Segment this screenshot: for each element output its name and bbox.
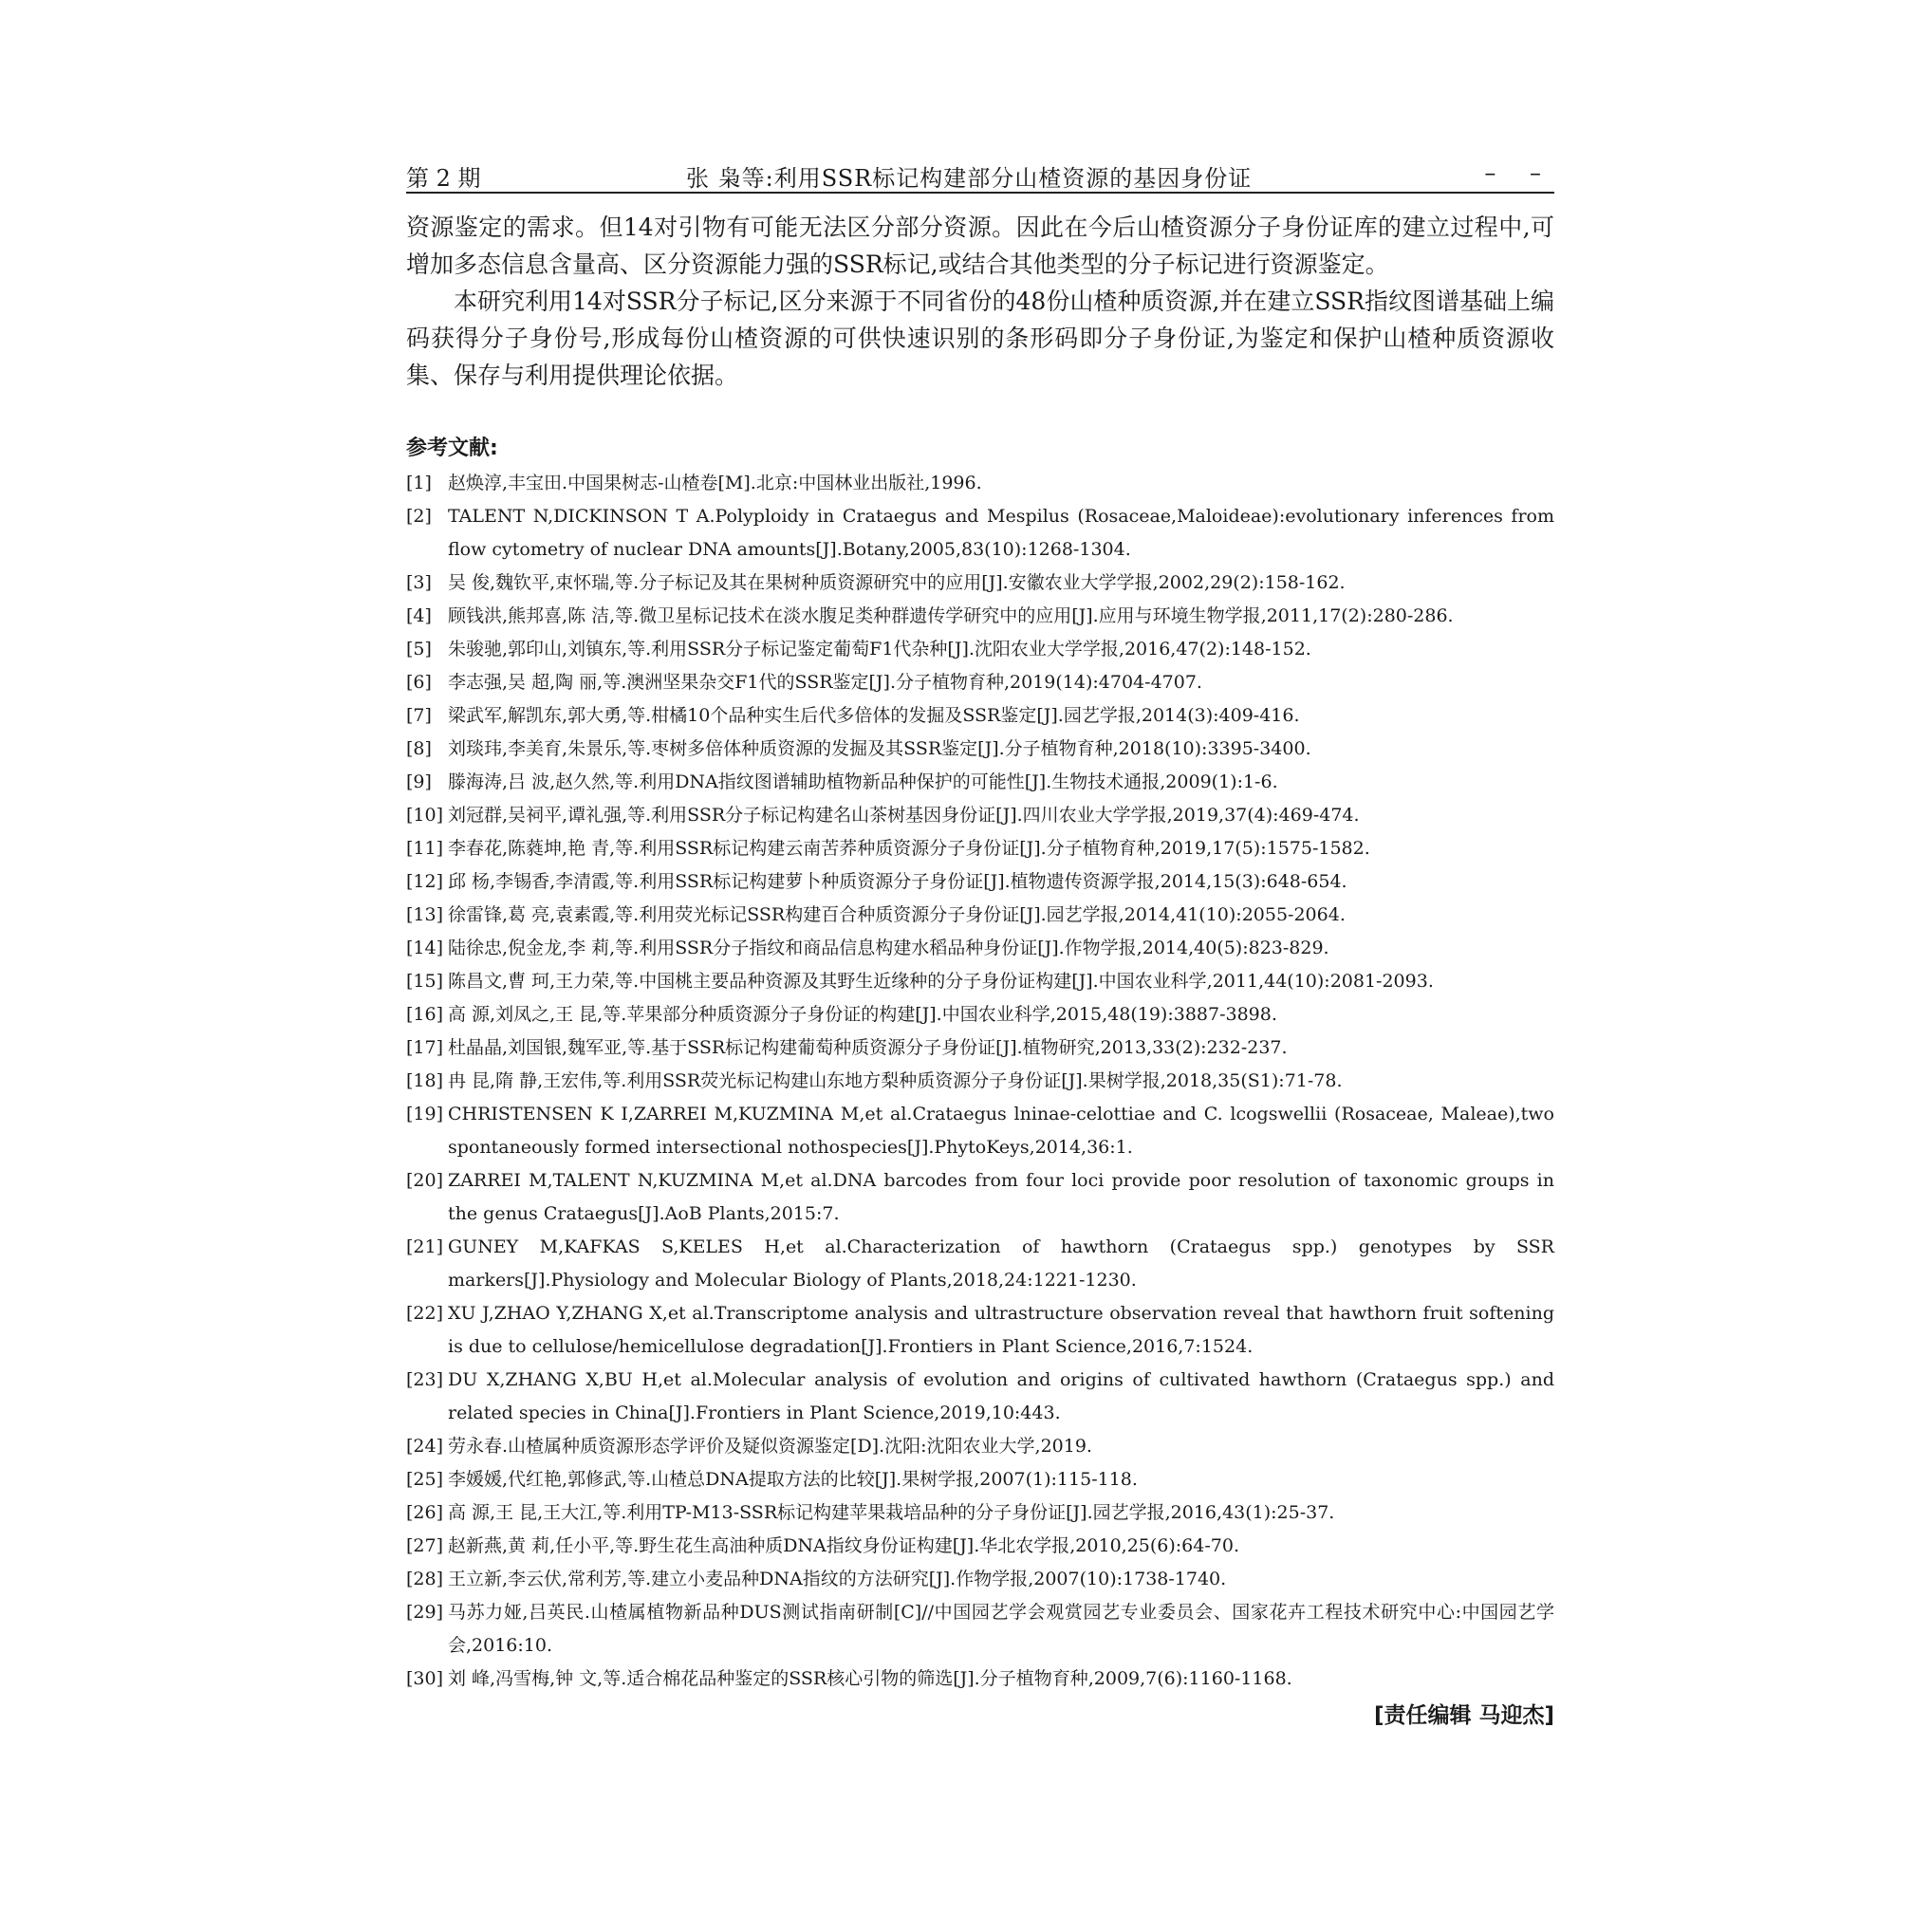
reference-item bbox=[406, 500, 1554, 567]
page-number: – – bbox=[1484, 159, 1554, 186]
reference-text: GUNEY M,KAFKAS S,KELES H,et al.Characterization of hawthorn (Crataegus spp.) genotypes by SSR markers[J].Physiology and Molecular Biology of Plants,2018,24:1221-1230. bbox=[448, 1236, 1554, 1291]
reference-number: [19] bbox=[406, 1104, 444, 1124]
reference-text: 赵焕淳,丰宝田.中国果树志-山楂卷[M].北京:中国林业出版社,1996. bbox=[448, 473, 982, 493]
reference-text: 陈昌文,曹 珂,王力荣,等.中国桃主要品种资源及其野生近缘种的分子身份证构建[J].中国农业科学,2011,44(10):2081-2093. bbox=[448, 971, 1434, 992]
reference-number: [17] bbox=[406, 1037, 444, 1058]
reference-text: 马苏力娅,吕英民.山楂属植物新品种DUS测试指南研制[C]//中国园艺学会观赏园艺专业委员会、国家花卉工程技术研究中心:中国园艺学会,2016:10. bbox=[448, 1602, 1554, 1656]
reference-item bbox=[406, 1031, 1554, 1065]
reference-item bbox=[406, 932, 1554, 965]
reference-item bbox=[406, 1563, 1554, 1596]
reference-number: [26] bbox=[406, 1502, 444, 1523]
body-text bbox=[406, 209, 1554, 394]
reference-text: CHRISTENSEN K I,ZARREI M,KUZMINA M,et al.Crataegus lninae-celottiae and C. lcogswellii (Rosaceae, Maleae),two spontaneously formed intersectional nothospecies[J].PhytoKeys,2014,36:1. bbox=[448, 1104, 1554, 1158]
reference-text: 邱 杨,李锡香,李清霞,等.利用SSR标记构建萝卜种质资源分子身份证[J].植物遗传资源学报,2014,15(3):648-654. bbox=[448, 871, 1347, 892]
reference-text: DU X,ZHANG X,BU H,et al.Molecular analysis of evolution and origins of cultivated hawthorn (Crataegus spp.) and related species in China[J].Frontiers in Plant Science,2019,10:443. bbox=[448, 1369, 1554, 1423]
reference-text: 刘琰玮,李美育,朱景乐,等.枣树多倍体种质资源的发掘及其SSR鉴定[J].分子植物育种,2018(10):3395-3400. bbox=[448, 738, 1311, 759]
reference-number: [7] bbox=[406, 705, 432, 726]
reference-item bbox=[406, 1430, 1554, 1463]
reference-number: [3] bbox=[406, 572, 432, 593]
reference-number: [11] bbox=[406, 838, 444, 859]
reference-item bbox=[406, 766, 1554, 799]
reference-text: 劳永春.山楂属种质资源形态学评价及疑似资源鉴定[D].沈阳:沈阳农业大学,2019. bbox=[448, 1436, 1092, 1457]
reference-number: [16] bbox=[406, 1004, 444, 1025]
reference-number: [9] bbox=[406, 771, 432, 792]
reference-item bbox=[406, 865, 1554, 899]
reference-text: 滕海涛,吕 波,赵久然,等.利用DNA指纹图谱辅助植物新品种保护的可能性[J].生物技术通报,2009(1):1-6. bbox=[448, 771, 1278, 792]
reference-number: [25] bbox=[406, 1469, 444, 1490]
reference-text: 李春花,陈蕤坤,艳 青,等.利用SSR标记构建云南苦荞种质资源分子身份证[J].分子植物育种,2019,17(5):1575-1582. bbox=[448, 838, 1370, 859]
reference-item bbox=[406, 1530, 1554, 1563]
reference-text: 朱骏驰,郭印山,刘镇东,等.利用SSR分子标记鉴定葡萄F1代杂种[J].沈阳农业大学学报,2016,47(2):148-152. bbox=[448, 639, 1311, 659]
reference-text: 李志强,吴 超,陶 丽,等.澳洲坚果杂交F1代的SSR鉴定[J].分子植物育种,2019(14):4704-4707. bbox=[448, 672, 1202, 693]
reference-text: 刘 峰,冯雪梅,钟 文,等.适合棉花品种鉴定的SSR核心引物的筛选[J].分子植物育种,2009,7(6):1160-1168. bbox=[448, 1668, 1292, 1689]
reference-number: [8] bbox=[406, 738, 432, 759]
reference-item bbox=[406, 832, 1554, 865]
reference-number: [14] bbox=[406, 938, 444, 958]
reference-number: [4] bbox=[406, 605, 432, 626]
reference-text: 杜晶晶,刘国银,魏军亚,等.基于SSR标记构建葡萄种质资源分子身份证[J].植物研究,2013,33(2):232-237. bbox=[448, 1037, 1288, 1058]
reference-number: [15] bbox=[406, 971, 444, 992]
reference-number: [13] bbox=[406, 904, 444, 925]
reference-number: [22] bbox=[406, 1303, 444, 1324]
reference-text: 顾钱洪,熊邦喜,陈 洁,等.微卫星标记技术在淡水腹足类种群遗传学研究中的应用[J].应用与环境生物学报,2011,17(2):280-286. bbox=[448, 605, 1454, 626]
reference-number: [6] bbox=[406, 672, 432, 693]
reference-text: 陆徐忠,倪金龙,李 莉,等.利用SSR分子指纹和商品信息构建水稻品种身份证[J].作物学报,2014,40(5):823-829. bbox=[448, 938, 1329, 958]
reference-list bbox=[406, 467, 1554, 1696]
reference-item bbox=[406, 733, 1554, 766]
reference-text: 李媛媛,代红艳,郭修武,等.山楂总DNA提取方法的比较[J].果树学报,2007(1):115-118. bbox=[448, 1469, 1138, 1490]
reference-number: [23] bbox=[406, 1369, 444, 1390]
reference-item bbox=[406, 633, 1554, 666]
reference-number: [1] bbox=[406, 473, 432, 493]
running-title: 张 枭等:利用SSR标记构建部分山楂资源的基因身份证 bbox=[686, 165, 1253, 192]
reference-item bbox=[406, 1663, 1554, 1696]
reference-item bbox=[406, 799, 1554, 832]
reference-text: 冉 昆,隋 静,王宏伟,等.利用SSR荧光标记构建山东地方梨种质资源分子身份证[J].果树学报,2018,35(S1):71-78. bbox=[448, 1070, 1343, 1091]
reference-item bbox=[406, 666, 1554, 699]
reference-item bbox=[406, 1364, 1554, 1430]
reference-text: 刘冠群,吴祠平,谭礼强,等.利用SSR分子标记构建名山茶树基因身份证[J].四川农业大学学报,2019,37(4):469-474. bbox=[448, 805, 1360, 826]
reference-text: 吴 俊,魏钦平,束怀瑞,等.分子标记及其在果树种质资源研究中的应用[J].安徽农业大学学报,2002,29(2):158-162. bbox=[448, 572, 1346, 593]
reference-text: 高 源,刘凤之,王 昆,等.苹果部分种质资源分子身份证的构建[J].中国农业科学,2015,48(19):3887-3898. bbox=[448, 1004, 1277, 1025]
reference-number: [5] bbox=[406, 639, 432, 659]
reference-item bbox=[406, 1297, 1554, 1364]
reference-number: [27] bbox=[406, 1535, 444, 1556]
reference-item bbox=[406, 1231, 1554, 1297]
reference-number: [2] bbox=[406, 506, 432, 527]
reference-number: [29] bbox=[406, 1602, 444, 1623]
issue-number: 第 2 期 bbox=[406, 165, 481, 192]
reference-item bbox=[406, 467, 1554, 500]
paragraph: 本研究利用14对SSR分子标记,区分来源于不同省份的48份山楂种质资源,并在建立SSR指纹图谱基础上编码获得分子身份号,形成每份山楂资源的可供快速识别的条形码即分子身份证,为鉴定和保护山楂种质资源收集、保存与利用提供理论依据。 bbox=[406, 288, 1554, 389]
reference-text: 徐雷锋,葛 亮,袁素霞,等.利用荧光标记SSR构建百合种质资源分子身份证[J].园艺学报,2014,41(10):2055-2064. bbox=[448, 904, 1346, 925]
reference-text: ZARREI M,TALENT N,KUZMINA M,et al.DNA barcodes from four loci provide poor resolution of taxonomic groups in the genus Crataegus[J].AoB Plants,2015:7. bbox=[448, 1170, 1554, 1224]
reference-text: 梁武军,解凯东,郭大勇,等.柑橘10个品种实生后代多倍体的发掘及SSR鉴定[J].园艺学报,2014(3):409-416. bbox=[448, 705, 1300, 726]
paragraph-continuation: 资源鉴定的需求。但14对引物有可能无法区分部分资源。因此在今后山楂资源分子身份证库的建立过程中,可增加多态信息含量高、区分资源能力强的SSR标记,或结合其他类型的分子标记进行资源鉴定。 bbox=[406, 214, 1554, 278]
reference-number: [28] bbox=[406, 1569, 444, 1589]
reference-item bbox=[406, 1496, 1554, 1530]
reference-text: 高 源,王 昆,王大江,等.利用TP-M13-SSR标记构建苹果栽培品种的分子身份证[J].园艺学报,2016,43(1):25-37. bbox=[448, 1502, 1335, 1523]
reference-text: 赵新燕,黄 莉,任小平,等.野生花生高油种质DNA指纹身份证构建[J].华北农学报,2010,25(6):64-70. bbox=[448, 1535, 1239, 1556]
reference-number: [21] bbox=[406, 1236, 444, 1257]
reference-text: TALENT N,DICKINSON T A.Polyploidy in Crataegus and Mespilus (Rosaceae,Maloideae):evolutionary inferences from flow cytometry of nuclear DNA amounts[J].Botany,2005,83(10):1268-1304. bbox=[448, 506, 1554, 560]
references-heading: 参考文献: bbox=[406, 437, 498, 460]
reference-item bbox=[406, 1164, 1554, 1231]
reference-number: [10] bbox=[406, 805, 444, 826]
reference-number: [18] bbox=[406, 1070, 444, 1091]
running-header bbox=[406, 159, 1554, 194]
reference-item bbox=[406, 998, 1554, 1031]
reference-number: [20] bbox=[406, 1170, 444, 1191]
reference-item bbox=[406, 567, 1554, 600]
reference-text: XU J,ZHAO Y,ZHANG X,et al.Transcriptome analysis and ultrastructure observation reveal that hawthorn fruit softening is due to cellulose/hemicellulose degradation[J].Frontiers in Plant Science,2016,7:1524. bbox=[448, 1303, 1554, 1357]
reference-item bbox=[406, 1463, 1554, 1496]
reference-item bbox=[406, 1098, 1554, 1164]
reference-item bbox=[406, 600, 1554, 633]
reference-item bbox=[406, 1065, 1554, 1098]
reference-item bbox=[406, 899, 1554, 932]
reference-number: [12] bbox=[406, 871, 444, 892]
journal-page bbox=[406, 159, 1554, 1729]
reference-item bbox=[406, 699, 1554, 733]
reference-number: [24] bbox=[406, 1436, 444, 1457]
reference-text: 王立新,李云伏,常利芳,等.建立小麦品种DNA指纹的方法研究[J].作物学报,2007(10):1738-1740. bbox=[448, 1569, 1227, 1589]
responsible-editor: [责任编辑 马迎杰] bbox=[1373, 1703, 1554, 1728]
reference-item bbox=[406, 965, 1554, 998]
reference-number: [30] bbox=[406, 1668, 444, 1689]
reference-item bbox=[406, 1596, 1554, 1663]
